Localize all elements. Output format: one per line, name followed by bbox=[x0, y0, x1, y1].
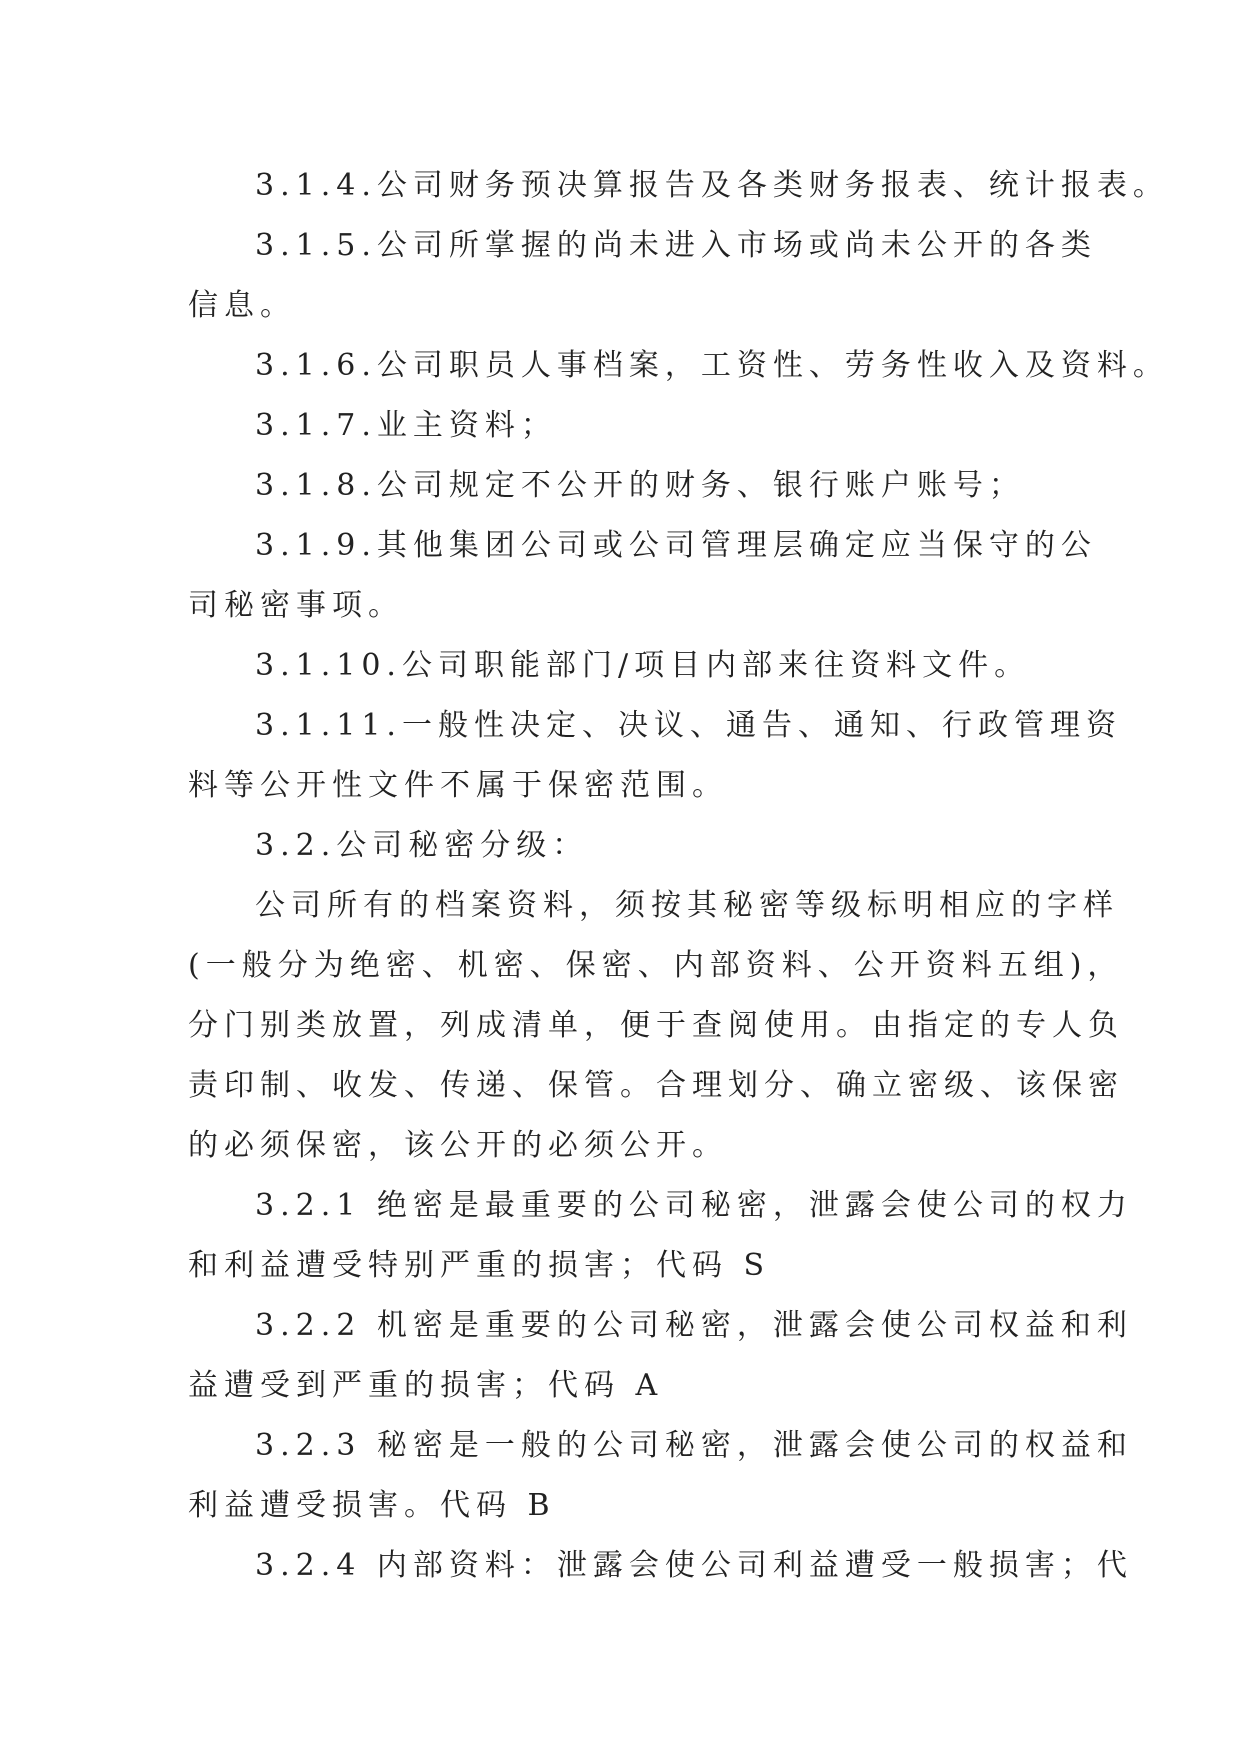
paragraph-line: 3.1.5.公司所掌握的尚未进入市场或尚未公开的各类 bbox=[255, 228, 1097, 263]
paragraph-line: 3.1.7.业主资料； bbox=[255, 408, 557, 443]
paragraph-line: 3.1.4.公司财务预决算报告及各类财务报表、统计报表。 bbox=[255, 168, 1169, 203]
paragraph-line: 益遭受到严重的损害；代码 A bbox=[188, 1368, 664, 1403]
paragraph-line: 3.1.6.公司职员人事档案，工资性、劳务性收入及资料。 bbox=[255, 348, 1169, 383]
paragraph-line: 3.1.11.一般性决定、决议、通告、通知、行政管理资 bbox=[255, 708, 1122, 743]
paragraph-line: 3.1.8.公司规定不公开的财务、银行账户账号； bbox=[255, 468, 1025, 503]
section-heading: 3.2.公司秘密分级： bbox=[255, 828, 589, 863]
paragraph-line: 3.1.10.公司职能部门/项目内部来往资料文件。 bbox=[255, 648, 1031, 683]
paragraph-line: 料等公开性文件不属于保密范围。 bbox=[188, 768, 728, 803]
paragraph-line: 3.1.9.其他集团公司或公司管理层确定应当保守的公 bbox=[255, 528, 1097, 563]
paragraph-line: 3.2.3 秘密是一般的公司秘密，泄露会使公司的权益和 bbox=[255, 1428, 1133, 1463]
paragraph-line: 3.2.1 绝密是最重要的公司秘密，泄露会使公司的权力 bbox=[255, 1188, 1133, 1223]
paragraph-line: 责印制、收发、传递、保管。合理划分、确立密级、该保密 bbox=[188, 1068, 1124, 1103]
paragraph-line: 3.2.2 机密是重要的公司秘密，泄露会使公司权益和利 bbox=[255, 1308, 1133, 1343]
paragraph-line: 公司所有的档案资料，须按其秘密等级标明相应的字样 bbox=[255, 888, 1119, 923]
paragraph-line: 利益遭受损害。代码 B bbox=[188, 1488, 556, 1523]
paragraph-line: 的必须保密，该公开的必须公开。 bbox=[188, 1128, 728, 1163]
paragraph-line: (一般分为绝密、机密、保密、内部资料、公开资料五组)， bbox=[188, 948, 1124, 983]
paragraph-line: 信息。 bbox=[188, 288, 296, 323]
paragraph-line: 3.2.4 内部资料：泄露会使公司利益遭受一般损害；代 bbox=[255, 1548, 1133, 1583]
paragraph-line: 和利益遭受特别严重的损害；代码 S bbox=[188, 1248, 771, 1283]
paragraph-line: 分门别类放置，列成清单，便于查阅使用。由指定的专人负 bbox=[188, 1008, 1124, 1043]
paragraph-line: 司秘密事项。 bbox=[188, 588, 404, 623]
